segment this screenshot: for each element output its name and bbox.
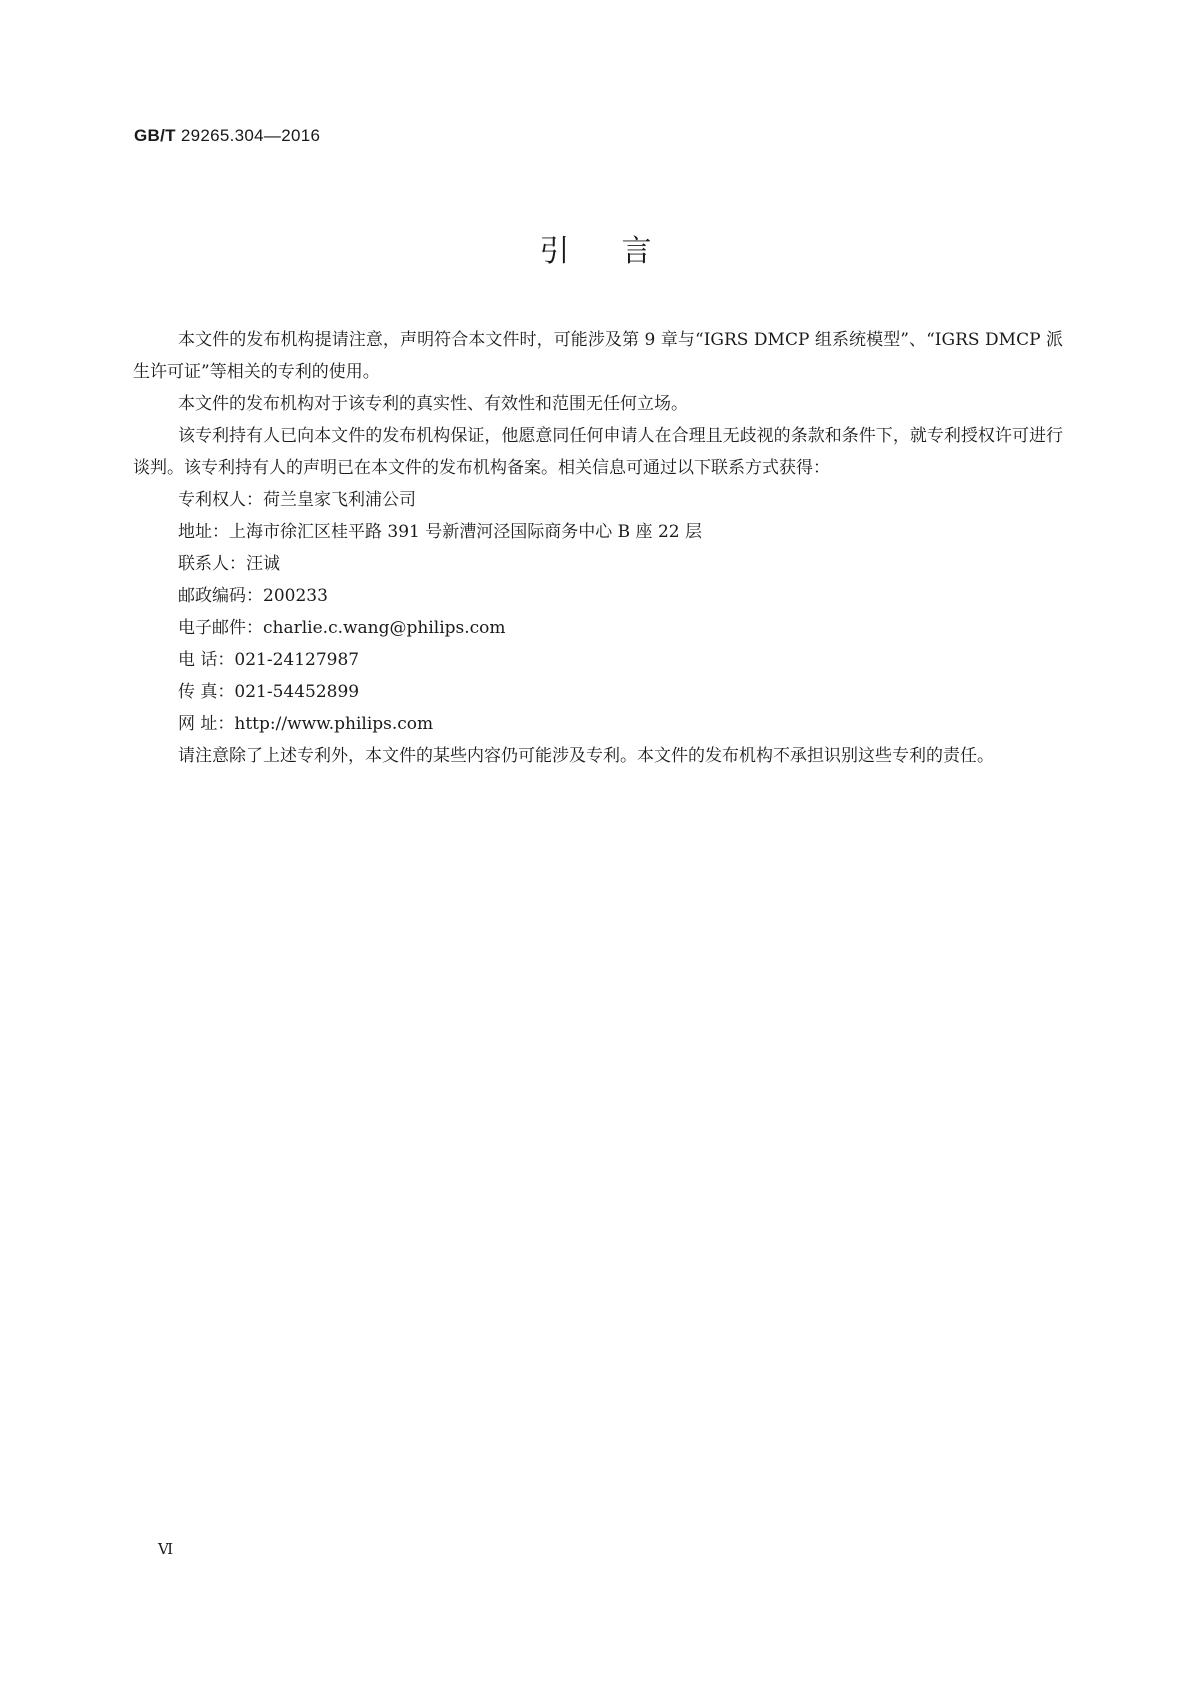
contact-postcode: 邮政编码：200233 [178, 586, 328, 606]
contact-website: 网 址：http://www.philips.com [178, 714, 434, 734]
standard-code: 29265.304—2016 [180, 126, 321, 145]
standard-prefix: GB/T [134, 126, 176, 145]
contact-address: 地址：上海市徐汇区桂平路 391 号新漕河泾国际商务中心 B 座 22 层 [178, 522, 702, 542]
paragraph-closing: 请注意除了上述专利外，本文件的某些内容仍可能涉及专利。本文件的发布机构不承担识别这些专利的责任。 [178, 746, 994, 766]
contact-email: 电子邮件：charlie.c.wang@philips.com [178, 618, 506, 638]
document-body [133, 324, 1063, 772]
page-title: 引言 [539, 234, 704, 269]
contact-person: 联系人：汪诚 [178, 554, 280, 574]
contact-phone: 电 话：021-24127987 [178, 650, 360, 670]
contact-fax: 传 真：021-54452899 [178, 682, 360, 702]
paragraph-holder-assurance: 该专利持有人已向本文件的发布机构保证，他愿意同任何申请人在合理且无歧视的条款和条件下，就专利授权许可进行谈判。该专利持有人的声明已在本文件的发布机构备案。相关信息可通过以下联系方式获得： [133, 426, 1063, 478]
paragraph-no-position: 本文件的发布机构对于该专利的真实性、有效性和范围无任何立场。 [178, 394, 688, 414]
paragraph-patent-notice: 本文件的发布机构提请注意，声明符合本文件时，可能涉及第 9 章与“IGRS DMCP 组系统模型”、“IGRS DMCP 派生许可证”等相关的专利的使用。 [133, 330, 1063, 382]
contact-patentee: 专利权人：荷兰皇家飞利浦公司 [178, 490, 416, 510]
page-number: Ⅵ [158, 1540, 174, 1558]
standard-number [134, 126, 320, 146]
